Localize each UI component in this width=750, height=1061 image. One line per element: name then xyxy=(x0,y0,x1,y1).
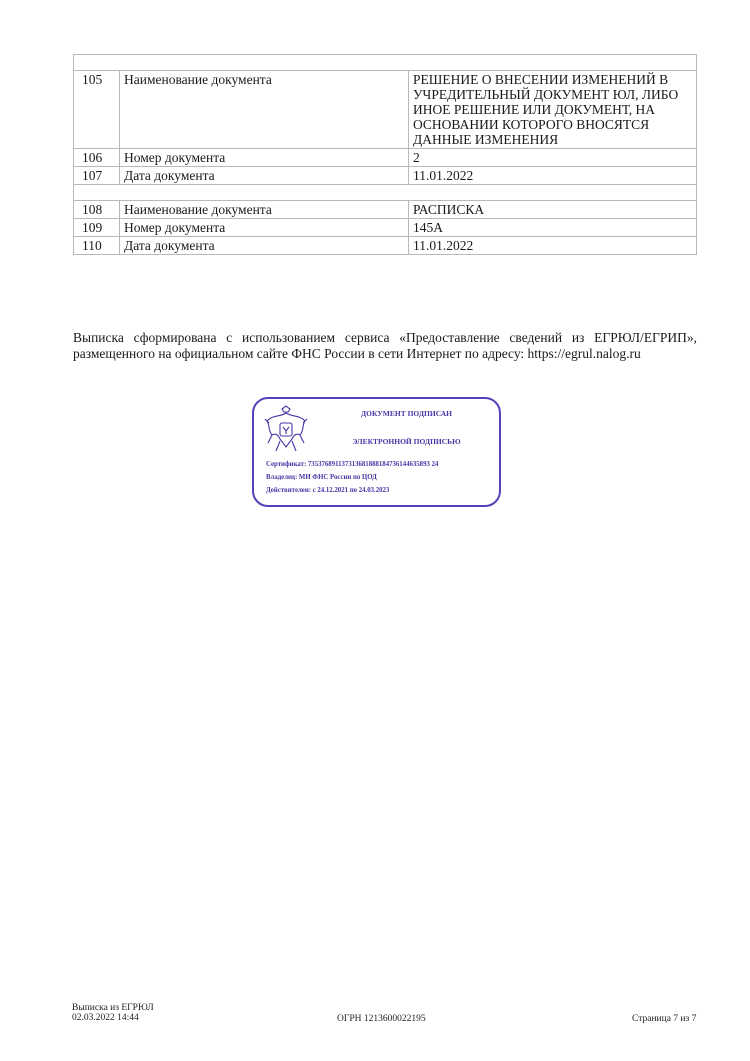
row-value: 11.01.2022 xyxy=(409,237,697,255)
row-number: 106 xyxy=(74,149,120,167)
row-label: Номер документа xyxy=(120,149,409,167)
row-label: Наименование документа xyxy=(120,71,409,149)
footer-datetime: 02.03.2022 14:44 xyxy=(72,1013,139,1023)
table-row xyxy=(74,201,697,219)
table-row xyxy=(74,149,697,167)
footer-doc-name: Выписка из ЕГРЮЛ xyxy=(72,1003,154,1013)
table-row xyxy=(74,219,697,237)
stamp-title: ДОКУМЕНТ ПОДПИСАН xyxy=(361,409,452,418)
row-number: 110 xyxy=(74,237,120,255)
footer-left xyxy=(72,1003,154,1023)
row-value: 2 xyxy=(409,149,697,167)
electronic-signature-stamp xyxy=(252,397,501,507)
row-label: Номер документа xyxy=(120,219,409,237)
stamp-subtitle: ЭЛЕКТРОННОЙ ПОДПИСЬЮ xyxy=(352,437,461,446)
source-note: Выписка сформирована с использованием сервиса «Предоставление сведений из ЕГРЮЛ/ЕГРИП», размещенного на официальном сайте ФНС России в сети Интернет по адресу: https://egrul.nalog.ru xyxy=(73,330,697,361)
row-number: 109 xyxy=(74,219,120,237)
stamp-validity: Действителен: с 24.12.2021 по 24.03.2023 xyxy=(266,487,390,494)
row-value: РАСПИСКА xyxy=(409,201,697,219)
row-number: 105 xyxy=(74,71,120,149)
egrul-table xyxy=(73,54,697,255)
row-value: 11.01.2022 xyxy=(409,167,697,185)
row-label: Наименование документа xyxy=(120,201,409,219)
stamp-owner: Владелец: МИ ФНС России по ЦОД xyxy=(266,474,377,481)
row-value: РЕШЕНИЕ О ВНЕСЕНИИ ИЗМЕНЕНИЙ В УЧРЕДИТЕЛЬНЫЙ ДОКУМЕНТ ЮЛ, ЛИБО ИНОЕ РЕШЕНИЕ ИЛИ ДОКУМЕНТ, НА ОСНОВАНИИ КОТОРОГО ВНОСЯТСЯ ДАННЫЕ ИЗМЕНЕНИЯ xyxy=(409,71,697,149)
table-row xyxy=(74,167,697,185)
coat-of-arms-icon xyxy=(260,405,312,457)
row-label: Дата документа xyxy=(120,237,409,255)
footer-page-number: Страница 7 из 7 xyxy=(632,1014,697,1024)
row-label: Дата документа xyxy=(120,167,409,185)
footer-ogrn: ОГРН 1213600022195 xyxy=(337,1014,426,1024)
row-number: 108 xyxy=(74,201,120,219)
row-number: 107 xyxy=(74,167,120,185)
stamp-certificate: Сертификат: 735376891137313681888184736144635893 24 xyxy=(266,461,439,468)
table-separator-row xyxy=(74,55,697,71)
table-row xyxy=(74,71,697,149)
row-value: 145А xyxy=(409,219,697,237)
table-separator-row xyxy=(74,185,697,201)
table-row xyxy=(74,237,697,255)
